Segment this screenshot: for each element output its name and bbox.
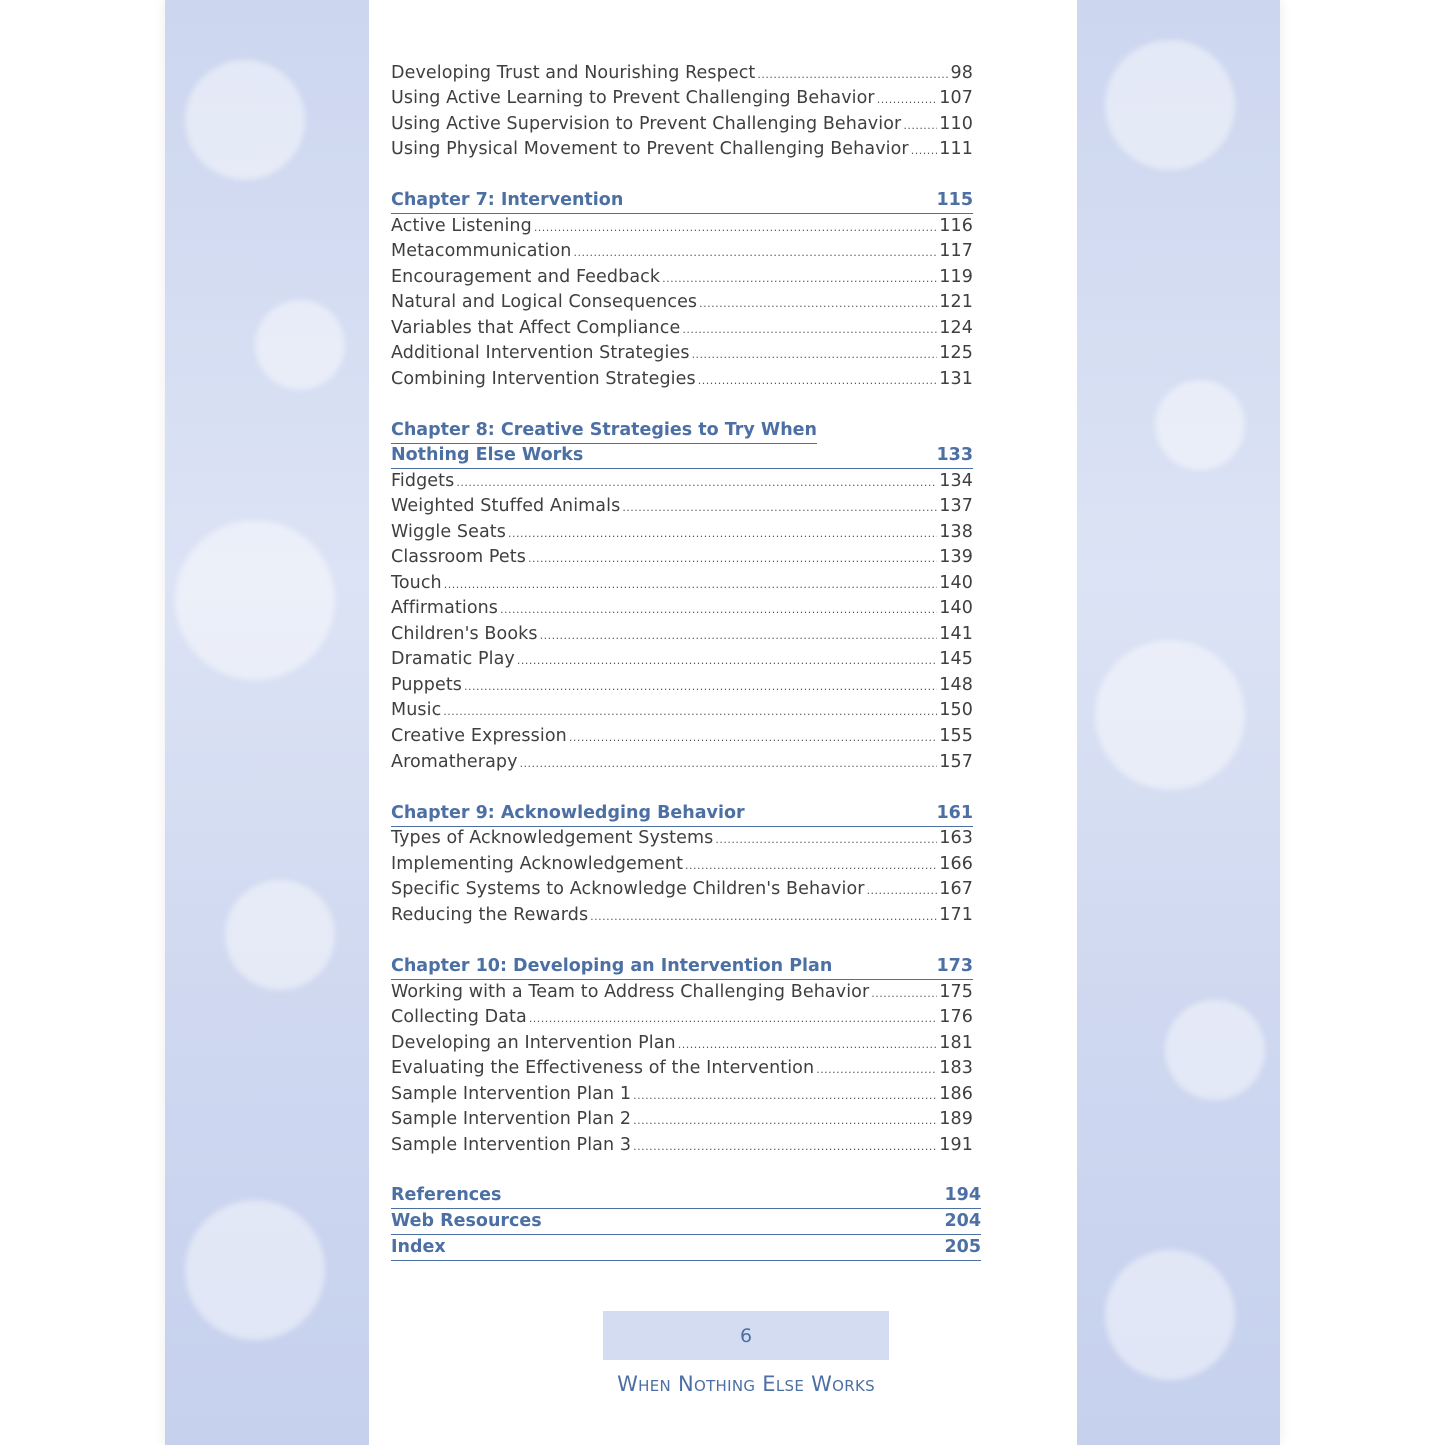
toc-entry[interactable]: Classroom Pets ..... 139 bbox=[391, 545, 973, 570]
toc-entry[interactable]: Metacommunication ..... 117 bbox=[391, 239, 973, 264]
toc-entry[interactable]: Types of Acknowledgement Systems ..... 163 bbox=[391, 826, 973, 851]
toc-entry[interactable]: Music ..... 150 bbox=[391, 698, 973, 723]
chapter-9-heading[interactable]: Chapter 9: Acknowledging Behavior 161 bbox=[391, 801, 973, 827]
toc-entry[interactable]: Combining Intervention Strategies ..... 131 bbox=[391, 367, 973, 392]
toc-entry[interactable]: Evaluating the Effectiveness of the Intervention ..... 183 bbox=[391, 1056, 973, 1081]
toc-entry[interactable]: Sample Intervention Plan 1 ..... 186 bbox=[391, 1082, 973, 1107]
toc-entry[interactable]: Specific Systems to Acknowledge Children's Behavior ..... 167 bbox=[391, 877, 973, 902]
toc-entry[interactable]: Natural and Logical Consequences ..... 121 bbox=[391, 290, 973, 315]
toc-entry[interactable]: Developing Trust and Nourishing Respect ..... 98 bbox=[391, 61, 973, 86]
toc-entry[interactable]: Variables that Affect Compliance ..... 124 bbox=[391, 316, 973, 341]
chapter-7-heading[interactable]: Chapter 7: Intervention 115 bbox=[391, 188, 973, 214]
toc-entry[interactable]: Sample Intervention Plan 2 ..... 189 bbox=[391, 1107, 973, 1132]
page-number: 6 bbox=[603, 1311, 889, 1360]
chapter-8-heading[interactable]: Nothing Else Works 133 bbox=[391, 443, 973, 469]
toc-entry[interactable]: Using Active Learning to Prevent Challenging Behavior ..... 107 bbox=[391, 86, 973, 111]
toc-entry[interactable]: Dramatic Play ..... 145 bbox=[391, 647, 973, 672]
toc-entry[interactable]: Creative Expression ..... 155 bbox=[391, 724, 973, 749]
references-link[interactable]: References 194 bbox=[391, 1183, 981, 1209]
toc-entry[interactable]: Touch ..... 140 bbox=[391, 571, 973, 596]
toc-entry[interactable]: Children's Books ..... 141 bbox=[391, 622, 973, 647]
toc-entry[interactable]: Using Active Supervision to Prevent Challenging Behavior ..... 110 bbox=[391, 112, 973, 137]
toc-entry[interactable]: Implementing Acknowledgement ..... 166 bbox=[391, 852, 973, 877]
toc-entry[interactable]: Using Physical Movement to Prevent Challenging Behavior ..... 111 bbox=[391, 137, 973, 162]
toc-entry[interactable]: Weighted Stuffed Animals ..... 137 bbox=[391, 494, 973, 519]
toc-entry[interactable]: Aromatherapy ..... 157 bbox=[391, 750, 973, 775]
toc-entry[interactable]: Puppets ..... 148 bbox=[391, 673, 973, 698]
toc-entry[interactable]: Reducing the Rewards ..... 171 bbox=[391, 903, 973, 928]
toc-content-panel bbox=[369, 0, 1077, 1445]
toc-entry[interactable]: Working with a Team to Address Challenging Behavior ..... 175 bbox=[391, 980, 973, 1005]
toc-entry[interactable]: Encouragement and Feedback ..... 119 bbox=[391, 265, 973, 290]
toc-entry[interactable]: Additional Intervention Strategies ..... 125 bbox=[391, 341, 973, 366]
toc-entry[interactable]: Fidgets ..... 134 bbox=[391, 469, 973, 494]
book-page bbox=[165, 0, 1280, 1445]
toc-entry[interactable]: Sample Intervention Plan 3 ..... 191 bbox=[391, 1133, 973, 1158]
toc-entry[interactable]: Wiggle Seats ..... 138 bbox=[391, 520, 973, 545]
index-link[interactable]: Index 205 bbox=[391, 1235, 981, 1261]
toc-entry[interactable]: Affirmations ..... 140 bbox=[391, 596, 973, 621]
chapter-10-heading[interactable]: Chapter 10: Developing an Intervention Plan 173 bbox=[391, 954, 973, 980]
chapter-8-heading-line1[interactable]: Chapter 8: Creative Strategies to Try When bbox=[391, 418, 817, 444]
toc-entry[interactable]: Active Listening ..... 116 bbox=[391, 214, 973, 239]
web-resources-link[interactable]: Web Resources 204 bbox=[391, 1209, 981, 1235]
book-title-footer: When Nothing Else Works bbox=[617, 1372, 875, 1396]
toc-entry[interactable]: Collecting Data ..... 176 bbox=[391, 1005, 973, 1030]
toc-entry[interactable]: Developing an Intervention Plan ..... 181 bbox=[391, 1031, 973, 1056]
